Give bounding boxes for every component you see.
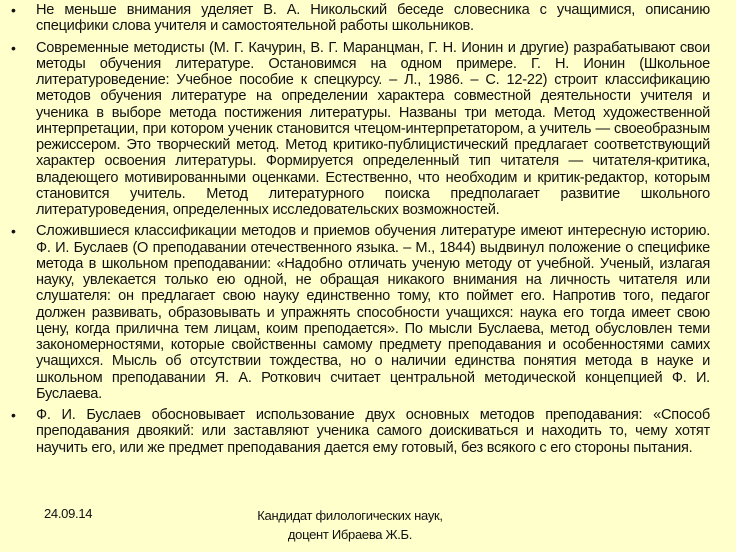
bullet-text: Ф. И. Буслаев обосновывает использование двух основных методов преподавания: «Способ преподавания двоякий: или заставляют ученика самого доискиваться и находить то, чему хотят научить его, или же предмет преподавания дается ему готовый, без всякого с его стороны пытания. [36,407,710,456]
footer-author-title: Кандидат филологических наук, [257,508,443,523]
slide-content [8,2,710,461]
bullet-text: Современные методисты (М. Г. Качурин, В. Г. Маранцман, Г. Н. Ионин и другие) разрабатывают свои методы обучения литературе. Остановимся на одном примере. Г. Н. Ионин (Школьное литературоведение: Учебное пособие к спецкурсу. – Л., 1986. – С. 12-22) строит классификацию методов обучения литературе на определении характера совместной деятельности учителя и ученика в выборе метода постижения литературы. Названы три метода. Метод художественной интерпретации, при котором ученик становится чтецом-интерпретатором, а учитель — своеобразным режиссером. Это творческий метод. Метод критико-публицистический предлагает соответствующий характер освоения литературы. Формируется определенный тип читателя — читателя-критика, владеющего мотивированными оценками. Естественно, что необходим и критик-редактор, которым становится учитель. Метод литературного поиска предполагает развитие школьного литературоведения, определенных исследовательских возможностей. [36,39,710,218]
bullet-item [8,40,710,219]
bullet-text: Сложившиеся классификации методов и приемов обучения литературе имеют интересную историю. Ф. И. Буслаев (О преподавании отечественного языка. – М., 1844) выдвинул положение о специфике метода в школьном преподавании: «Надобно отличать ученую методу от учебной. Ученый, излагая науку, увлекается только ею одной, не обращая никакого внимания на личность читателя или слушателя: он предлагает свою науку единственно тому, кто поймет его. Напротив того, педагог должен развивать, образовывать и упражнять способности учащихся: наука его тогда имеет свою цену, когда прилична тем лицам, коим преподается». По мысли Буслаева, метод обусловлен теми закономерностями, которые свойственны самому предмету преподавания и особенностями самих учащихся. Мысль об отсутствии тождества, но о наличии единства понятия метода в науке и школьном преподавании Я. А. Роткович считает центральной методической концепцией Ф. И. Буслаева. [36,223,710,402]
bullet-icon: • [11,223,16,240]
footer-author [240,506,460,544]
bullet-item [8,223,710,402]
bullet-item [8,407,710,456]
bullet-text: Не меньше внимания уделяет В. А. Никольский беседе словесника с учащимися, описанию специфики слова учителя и самостоятельной работы школьников. [36,2,710,35]
bullet-icon: • [11,407,16,423]
bullet-list [8,2,710,456]
footer-author-name: доцент Ибраева Ж.Б. [287,527,413,542]
bullet-icon: • [11,2,16,18]
bullet-icon: • [11,39,16,56]
footer-date: 24.09.14 [44,506,93,521]
bullet-item [8,2,710,35]
